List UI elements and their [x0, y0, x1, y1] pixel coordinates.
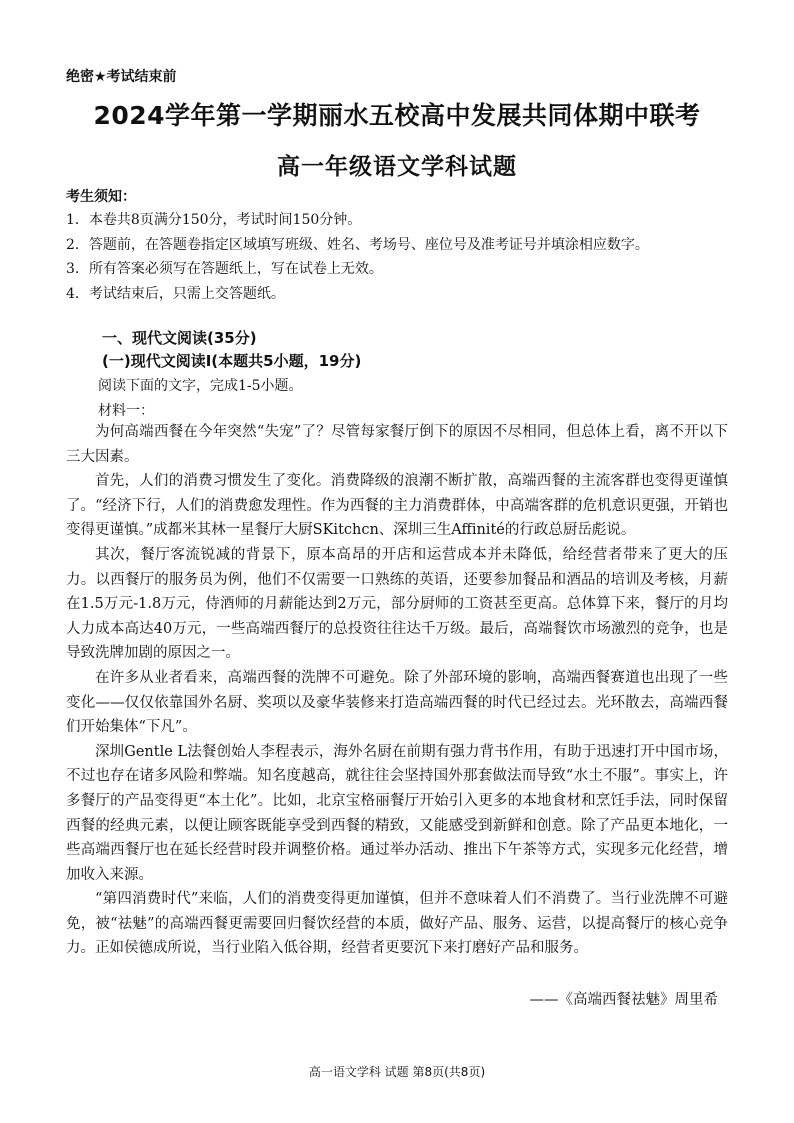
notice-list: [66, 208, 746, 306]
article-paragraph: “第四消费时代”来临，人们的消费变得更加谨慎，但并不意味着人们不消费了。当行业洗牌不可避免，被“祛魅”的高端西餐更需要回归餐饮经营的本质，做好产品、服务、运营，以提高餐厅的核心竞争力。正如侯德成所说，当行业陷入低谷期，经营者更要沉下来打磨好产品和服务。: [66, 891, 728, 957]
secret-label: 绝密★考试结束前: [66, 69, 177, 85]
notice-item: 4．考试结束后，只需上交答题纸。: [66, 285, 285, 302]
notice-item: 1．本卷共8页满分150分，考试时间150分钟。: [66, 212, 362, 228]
material-label: 材料一：: [98, 403, 154, 419]
reading-instruction: 阅读下面的文字，完成1-5小题。: [98, 378, 303, 394]
section-subheading: (一)现代文阅读Ⅰ(本题共5小题，19分): [102, 352, 362, 370]
article-body: [66, 420, 728, 961]
section-heading: 一、现代文阅读(35分): [102, 329, 257, 347]
article-paragraph: 深圳Gentle L法餐创始人李程表示，海外名厨在前期有强力背书作用，有助于迅速打开中国市场，不过也存在诸多风险和弊端。知名度越高，就往往会坚持国外那套做法而导致“水土不服”。事实上，许多餐厅的产品变得更“本土化”。比如，北京宝格丽餐厅开始引入更多的本地食材和烹饪手法，同时保留西餐的经典元素，以便让顾客既能享受到西餐的精致，又能感受到新鲜和创意。除了产品更本地化，一些高端西餐厅也在延长经营时段并调整价格。通过举办活动、推出下午茶等方式，实现多元化经营，增加收入来源。: [66, 743, 728, 883]
notice-item: 3．所有答案必须写在答题纸上，写在试卷上无效。: [66, 261, 383, 277]
article-signature: ——《高端西餐祛魅》周里希: [529, 992, 718, 1008]
exam-subtitle: 高一年级语文学科试题: [277, 154, 517, 180]
notice-heading: 考生须知：: [66, 189, 136, 205]
article-paragraph: 首先，人们的消费习惯发生了变化。消费降级的浪潮不断扩散，高端西餐的主流客群也变得更谨慎了。“经济下行，人们的消费愈发理性。作为西餐的主力消费群体，中高端客群的危机意识更强，开销也变得更谨慎。”成都米其林一星餐厅大厨SKitchcn、深圳三生Affinité的行政总厨岳彪说。: [66, 473, 728, 539]
article-paragraph: 在许多从业者看来，高端西餐的洗牌不可避免。除了外部环境的影响，高端西餐赛道也出现了一些变化——仅仅依靠国外名厨、奖项以及豪华装修来打造高端西餐的时代已经过去。光环散去，高端西餐们开始集体“下凡”。: [66, 669, 728, 736]
notice-item: 2．答题前，在答题卷指定区域填写班级、姓名、考场号、座位号及准考证号并填涂相应数字。: [66, 236, 649, 253]
article-paragraph: 其次，餐厅客流锐减的背景下，原本高昂的开店和运营成本并未降低，给经营者带来了更大的压力。以西餐厅的服务员为例，他们不仅需要一口熟练的英语，还要参加餐品和酒品的培训及考核，月薪在1.5万元-1.8万元，侍酒师的月薪能达到2万元，部分厨师的工资甚至更高。总体算下来，餐厅的月均人力成本高达40万元，一些高端西餐厅的总投资往往达千万级。最后，高端餐饮市场激烈的竞争，也是导致洗牌加剧的原因之一。: [66, 546, 728, 662]
article-paragraph: 为何高端西餐在今年突然“失宠”了？尽管每家餐厅倒下的原因不尽相同，但总体上看，离不开以下三大因素。: [66, 424, 728, 465]
exam-title: 2024学年第一学期丽水五校高中发展共同体期中联考: [93, 101, 701, 130]
page-footer: 高一语文学科 试题 第8页(共8页): [308, 1065, 486, 1079]
